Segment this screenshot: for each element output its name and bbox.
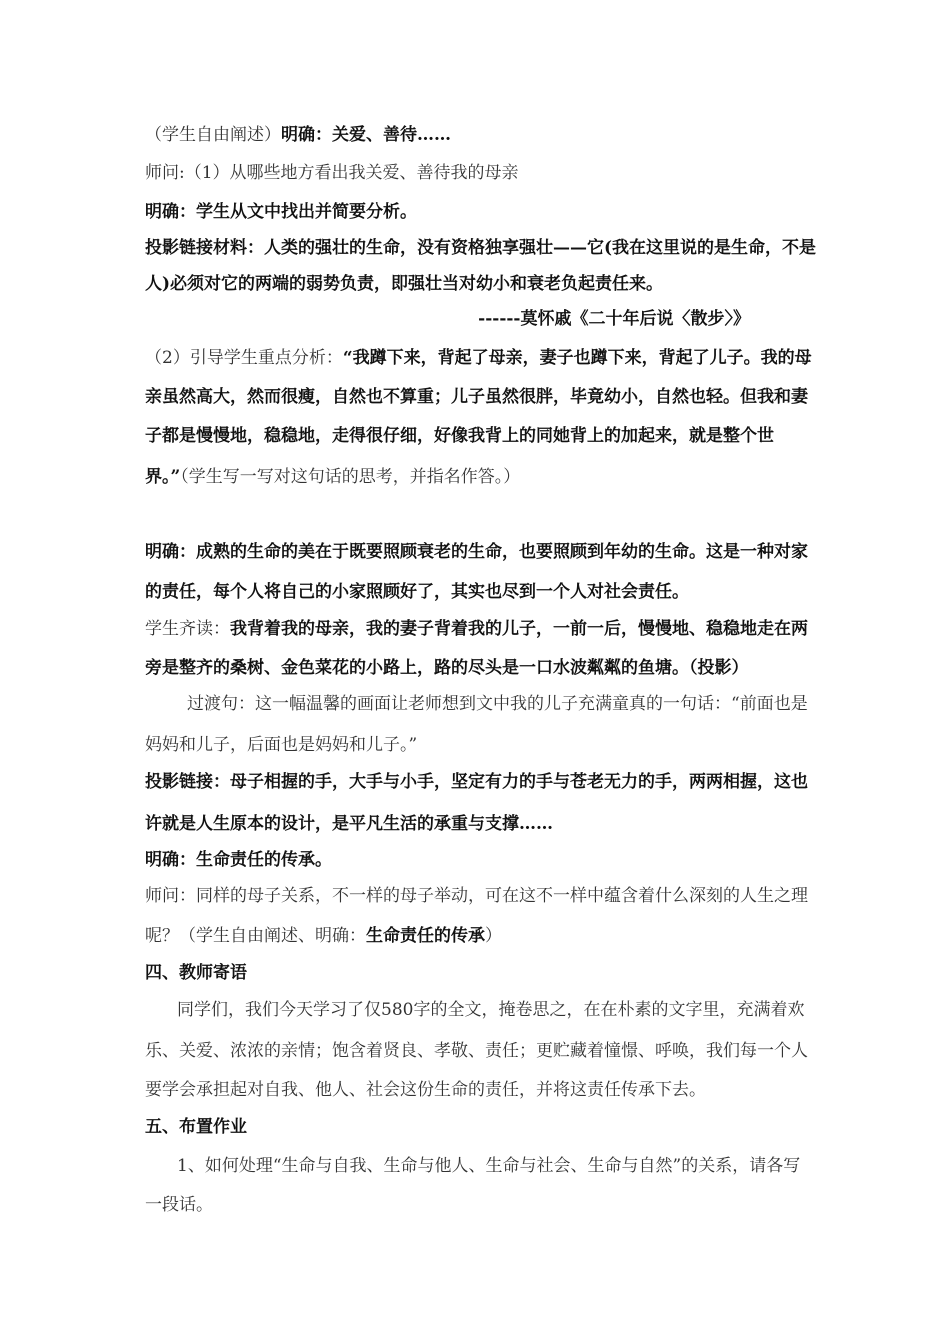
text-line: 妈妈和儿子，后面也是妈妈和儿子。”: [145, 735, 418, 755]
text-line: 师问:（1）从哪些地方看出我关爱、善待我的母亲: [145, 163, 519, 183]
text-line: 明确：生命责任的传承。: [145, 850, 332, 870]
text-line: 投影链接：母子相握的手，大手与小手，坚定有力的手与苍老无力的手，两两相握，这也: [145, 772, 808, 792]
text-line: 学生齐读：我背着我的母亲，我的妻子背着我的儿子，一前一后，慢慢地、稳稳地走在两: [145, 619, 808, 639]
text-line: 呢？（学生自由阐述、明确：生命责任的传承）: [145, 926, 502, 946]
text-line: 人)必须对它的两端的弱势负责，即强壮当对幼小和衰老负起责任来。: [145, 274, 664, 294]
text-line: （2）引导学生重点分析：“我蹲下来，背起了母亲，妻子也蹲下来，背起了儿子。我的母: [145, 348, 812, 368]
text-line: 的责任，每个人将自己的小家照顾好了，其实也尽到一个人对社会责任。: [145, 582, 689, 602]
text-line: 明确：学生从文中找出并简要分析。: [145, 202, 417, 222]
text-line: 要学会承担起对自我、他人、社会这份生命的责任，并将这责任传承下去。: [145, 1080, 706, 1100]
text-line: 子都是慢慢地，稳稳地，走得很仔细，好像我背上的同她背上的加起来，就是整个世: [145, 426, 774, 446]
text-line: 一段话。: [145, 1195, 213, 1215]
text-line: 界。”（学生写一写对这句话的思考，并指名作答。）: [145, 467, 521, 487]
text-line: 同学们，我们今天学习了仅580字的全文，掩卷思之，在在朴素的文字里，充满着欢: [177, 1000, 805, 1020]
text-line: 投影链接材料：人类的强壮的生命，没有资格独享强壮——它(我在这里说的是生命，不是: [145, 238, 817, 258]
text-line: 乐、关爱、浓浓的亲情；饱含着贤良、孝敬、责任；更贮藏着憧憬、呼唤，我们每一个人: [145, 1041, 808, 1061]
text-line: 师问：同样的母子关系，不一样的母子举动，可在这不一样中蕴含着什么深刻的人生之理: [145, 886, 808, 906]
section-heading: 五、布置作业: [145, 1117, 247, 1137]
text-line: 1、如何处理“生命与自我、生命与他人、生命与社会、生命与自然”的关系，请各写: [177, 1156, 801, 1176]
text-line: （学生自由阐述）明确：关爱、善待……: [145, 125, 451, 145]
text-line: 旁是整齐的桑树、金色菜花的小路上，路的尽头是一口水波粼粼的鱼塘。（投影）: [145, 658, 749, 678]
attribution-line: ------莫怀戚《二十年后说〈散步〉》: [478, 309, 750, 329]
section-heading: 四、教师寄语: [145, 963, 247, 983]
text-line: 过渡句：这一幅温馨的画面让老师想到文中我的儿子充满童真的一句话：“前面也是: [187, 694, 808, 714]
text-line: 明确：成熟的生命的美在于既要照顾衰老的生命，也要照顾到年幼的生命。这是一种对家: [145, 542, 808, 562]
text-line: 亲虽然高大，然而很瘦，自然也不算重；儿子虽然很胖，毕竟幼小，自然也轻。但我和妻: [145, 387, 808, 407]
text-line: 许就是人生原本的设计，是平凡生活的承重与支撑……: [145, 814, 553, 834]
